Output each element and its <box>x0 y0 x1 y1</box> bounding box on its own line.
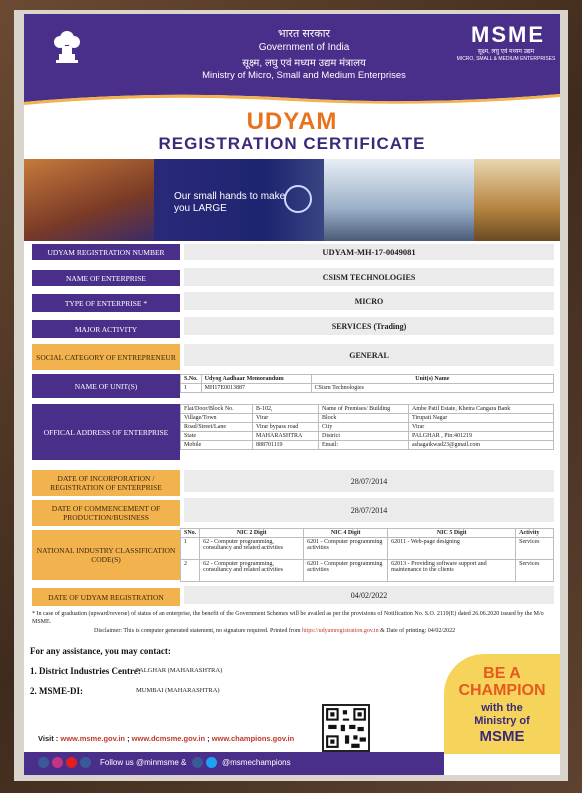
champion-line5: MSME <box>479 728 525 745</box>
address-state: MAHARASHTRA <box>253 432 319 441</box>
address-email-label: Email: <box>319 441 409 450</box>
visit-label: Visit : <box>38 734 59 743</box>
units-header-sno: S.No. <box>181 375 202 384</box>
value-enterprise-name: CSISM TECHNOLOGIES <box>184 268 554 286</box>
youtube-icon[interactable] <box>66 757 77 768</box>
disclaimer-link[interactable]: https://udyamregistration.gov.in <box>302 628 379 634</box>
nic-cell-2: 62 - Computer programming, consultancy and related activities <box>200 538 304 560</box>
address-road: Virar bypass road <box>253 423 319 432</box>
champion-line1: BE A <box>483 665 521 682</box>
banner-farmer-photo <box>474 159 560 241</box>
address-block: Tirupati Nagar <box>409 414 554 423</box>
table-row <box>181 405 554 414</box>
label-nic-codes: NATIONAL INDUSTRY CLASSIFICATION CODE(S) <box>32 530 180 580</box>
title-udyam: UDYAM <box>246 108 338 135</box>
units-cell-memo: MH17E0013887 <box>201 384 311 393</box>
gov-english: Government of India <box>258 42 350 53</box>
address-city-label: City <box>319 423 409 432</box>
address-mobile: 888701119 <box>253 441 319 450</box>
disclaimer-date: & Date of printing: 04/02/2022 <box>380 628 456 634</box>
champion-line3: with the <box>481 702 523 714</box>
label-udyam-date: DATE OF UDYAM REGISTRATION <box>32 588 180 606</box>
label-reg-number: UDYAM REGISTRATION NUMBER <box>32 244 180 260</box>
units-cell-name: CSism Technologies <box>311 384 553 393</box>
address-mobile-label: Mobile <box>181 441 253 450</box>
units-table <box>180 374 554 393</box>
link-dcmsme[interactable]: www.dcmsme.gov.in <box>131 734 206 743</box>
nic-header-5: NIC 5 Digit <box>388 529 516 538</box>
table-row <box>181 432 554 441</box>
nic-header-4: NIC 4 Digit <box>304 529 388 538</box>
nic-cell-2: 62 - Computer programming, consultancy and related activities <box>200 560 304 582</box>
nic-cell-4: 6201 - Computer programming activities <box>304 538 388 560</box>
msme-logo-sub-hindi: सूक्ष्म, लघु एवं मध्यम उद्यम <box>477 49 535 55</box>
disclaimer-text: Disclaimer: This is computer generated statement, no signature required. Printed from <box>94 628 301 634</box>
nic-cell-activity: Services <box>516 560 554 582</box>
msme-logo-sub-english: MICRO, SMALL & MEDIUM ENTERPRISES <box>456 56 556 62</box>
value-enterprise-type: MICRO <box>184 292 554 310</box>
address-premises: Ambe Patil Estate, Khetra Cangara Bank <box>409 405 554 414</box>
qr-code-icon <box>322 704 370 752</box>
value-udyam-date: 04/02/2022 <box>184 586 554 604</box>
nic-table <box>180 528 554 582</box>
table-row <box>181 560 554 582</box>
table-row <box>181 423 554 432</box>
value-social-category: GENERAL <box>184 344 554 366</box>
ministry-english: Ministry of Micro, Small and Medium Enterprises <box>202 70 406 81</box>
visit-line: Visit : www.msme.gov.in ; www.dcmsme.gov.in ; www.champions.gov.in <box>38 734 295 743</box>
title-registration-certificate: REGISTRATION CERTIFICATE <box>158 134 426 153</box>
units-cell-sno: 1 <box>181 384 202 393</box>
nic-cell-4: 6201 - Computer programming activities <box>304 560 388 582</box>
msme-di-label: 2. MSME-DI: <box>30 686 83 696</box>
address-road-label: Road/Street/Lane <box>181 423 253 432</box>
link-msme[interactable]: www.msme.gov.in <box>60 734 125 743</box>
label-enterprise-type: TYPE OF ENTERPRISE * <box>32 294 180 312</box>
banner-image <box>24 159 560 241</box>
label-enterprise-name: NAME OF ENTERPRISE <box>32 270 180 286</box>
facebook-icon-3[interactable] <box>192 757 203 768</box>
nic-cell-5: 62011 - Web-page designing <box>388 538 516 560</box>
label-date-commencement: DATE OF COMMENCEMENT OF PRODUCTION/BUSINESS <box>32 500 180 526</box>
address-flat-label: Flat/Door/Block No. <box>181 405 253 414</box>
label-date-incorporation: DATE OF INCORPORATION / REGISTRATION OF ENTERPRISE <box>32 470 180 496</box>
facebook-icon-2[interactable] <box>80 757 91 768</box>
link-champions[interactable]: www.champions.gov.in <box>211 734 295 743</box>
national-emblem-icon <box>50 26 84 76</box>
label-unit-names: NAME OF UNIT(S) <box>32 374 180 398</box>
facebook-icon[interactable] <box>38 757 49 768</box>
address-village: Virar <box>253 414 319 423</box>
label-official-address: OFFICAL ADDRESS OF ENTERPRISE <box>32 404 180 460</box>
table-row <box>181 538 554 560</box>
value-date-incorporation: 28/07/2014 <box>184 470 554 492</box>
nic-header-2: NIC 2 Digit <box>200 529 304 538</box>
ministry-hindi: सूक्ष्म, लघु एवं मध्यम उद्यम मंत्रालय <box>242 58 366 69</box>
nic-cell-5: 62013 - Providing software support and maintenance to the clients <box>388 560 516 582</box>
banner-office-photo <box>324 159 474 241</box>
address-table <box>180 404 554 450</box>
champions-handle: @msmechampions <box>222 758 291 767</box>
banner-artisan-photo <box>24 159 154 241</box>
table-row <box>181 384 554 393</box>
address-flat: B-102, <box>253 405 319 414</box>
msme-logo: MSME <box>471 22 545 47</box>
nic-cell-sno: 1 <box>181 538 200 560</box>
dic-value: PALGHAR (MAHARASHTRA) <box>136 667 223 674</box>
address-email: ashagaikwad23@gmail.com <box>409 441 554 450</box>
address-city: Virar <box>409 423 554 432</box>
assistance-heading: For any assistance, you may contact: <box>30 646 171 656</box>
label-major-activity: MAJOR ACTIVITY <box>32 320 180 338</box>
units-header-name: Unit(s) Name <box>311 375 553 384</box>
instagram-icon[interactable] <box>52 757 63 768</box>
units-header-memo: Udyog Aadhaar Memorandum <box>201 375 311 384</box>
banner-tagline: Our small hands to make you LARGE <box>174 191 286 214</box>
address-premises-label: Name of Premises/ Building <box>319 405 409 414</box>
msme-di-value: MUMBAI (MAHARASHTRA) <box>136 687 220 694</box>
address-state-label: State <box>181 432 253 441</box>
dic-label: 1. District Industries Centre: <box>30 666 141 676</box>
header-wave-decoration <box>24 88 560 106</box>
address-block-label: Block <box>319 414 409 423</box>
graduation-note: * In case of graduation (upward/reverse) of status of an enterprise, the benefit of the Government Schemes will be availed as per the provisions of Notification No. S.O. 2119(E) dated 26.06.2020 issued by the M/o MSME. <box>32 611 544 625</box>
table-row <box>181 414 554 423</box>
gov-hindi: भारत सरकार <box>277 28 331 40</box>
chakra-icon <box>284 185 312 213</box>
value-reg-number: UDYAM-MH-17-0049081 <box>184 244 554 260</box>
nic-header-activity: Activity <box>516 529 554 538</box>
value-date-commencement: 28/07/2014 <box>184 498 554 522</box>
value-major-activity: SERVICES (Trading) <box>184 317 554 335</box>
header-band <box>24 14 560 94</box>
twitter-icon[interactable] <box>206 757 217 768</box>
nic-cell-activity: Services <box>516 538 554 560</box>
address-district-label: District <box>319 432 409 441</box>
champion-line4: Ministry of <box>474 715 530 727</box>
champion-line2: CHAMPION <box>458 682 546 699</box>
table-row <box>181 441 554 450</box>
follow-handle: Follow us @minmsme & <box>100 758 187 767</box>
address-village-label: Village/Town <box>181 414 253 423</box>
address-district: PALGHAR , Pin:401219 <box>409 432 554 441</box>
nic-cell-sno: 2 <box>181 560 200 582</box>
label-social-category: SOCIAL CATEGORY OF ENTREPRENEUR <box>32 344 180 370</box>
nic-header-sno: SNo. <box>181 529 200 538</box>
disclaimer <box>94 628 554 634</box>
